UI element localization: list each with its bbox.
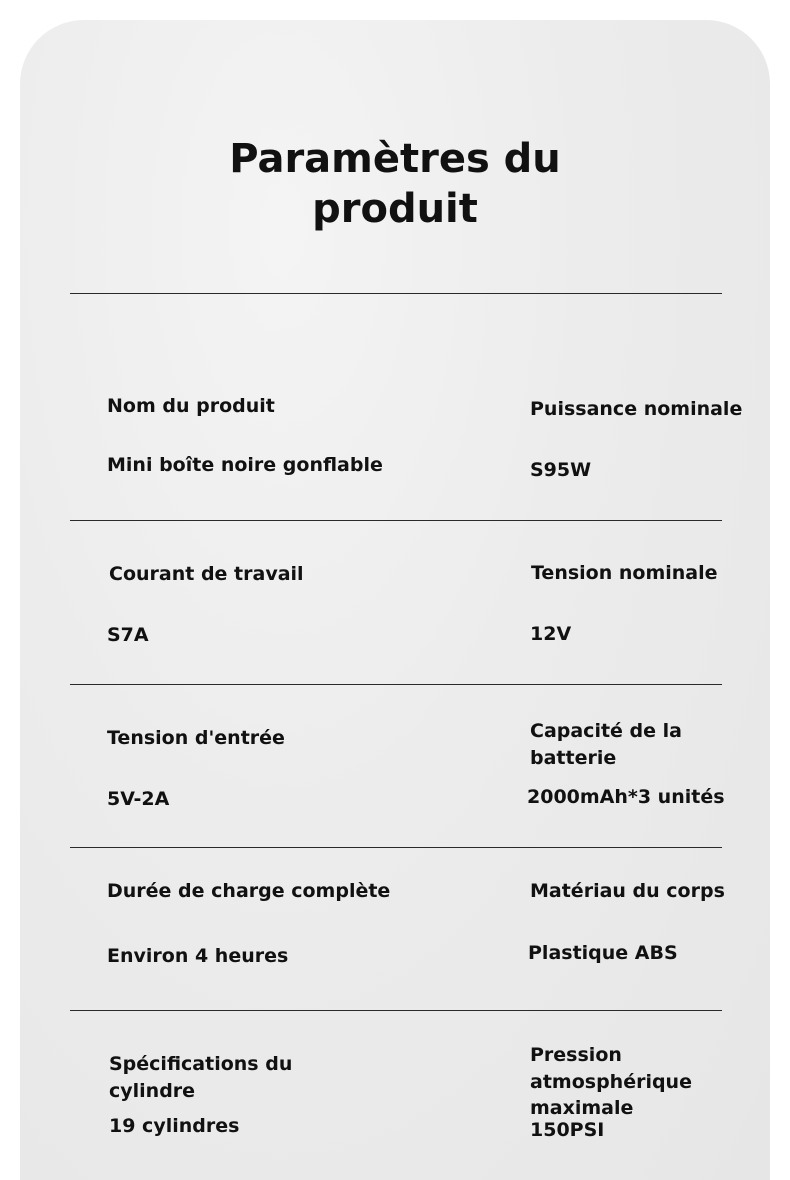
row-4-left-label: Durée de charge complète: [107, 880, 391, 902]
row-3-right-value: 2000mAh*3 unités: [527, 786, 725, 808]
row-2-left-label: Courant de travail: [109, 563, 304, 585]
row-5-right-label-line-3: maximale: [530, 1097, 634, 1119]
row-1-left-label: Nom du produit: [107, 395, 275, 417]
row-4-right-label: Matériau du corps: [530, 880, 725, 902]
row-3-left-value: 5V-2A: [107, 788, 170, 810]
row-5-left-value: 19 cylindres: [109, 1115, 240, 1137]
page-title: [0, 134, 790, 234]
row-divider: [70, 847, 722, 848]
page-title-line-2: produit: [312, 186, 478, 232]
row-5-left-label-line-2: cylindre: [109, 1080, 196, 1102]
row-3-right-label-line-1: Capacité de la: [530, 720, 682, 742]
title-divider: [70, 293, 722, 294]
row-1-right-value: S95W: [530, 459, 592, 481]
row-divider: [70, 1010, 722, 1011]
row-1-left-value: Mini boîte noire gonflable: [107, 454, 383, 476]
row-5-right-label-line-2: atmosphérique: [530, 1071, 692, 1093]
row-4-right-value: Plastique ABS: [528, 942, 678, 964]
row-1-right-label: Puissance nominale: [530, 398, 743, 420]
row-4-left-value: Environ 4 heures: [107, 945, 289, 967]
row-5-left-label-line-1: Spécifications du: [109, 1053, 293, 1075]
row-divider: [70, 520, 722, 521]
row-3-left-label: Tension d'entrée: [107, 727, 285, 749]
row-3-right-label-line-2: batterie: [530, 747, 617, 769]
row-5-right-value: 150PSI: [530, 1119, 605, 1141]
row-2-right-label: Tension nominale: [531, 562, 718, 584]
row-2-right-value: 12V: [530, 623, 572, 645]
row-5-right-label-line-1: Pression: [530, 1044, 622, 1066]
row-2-left-value: S7A: [107, 624, 149, 646]
page-title-line-1: Paramètres du: [229, 136, 561, 182]
row-divider: [70, 684, 722, 685]
